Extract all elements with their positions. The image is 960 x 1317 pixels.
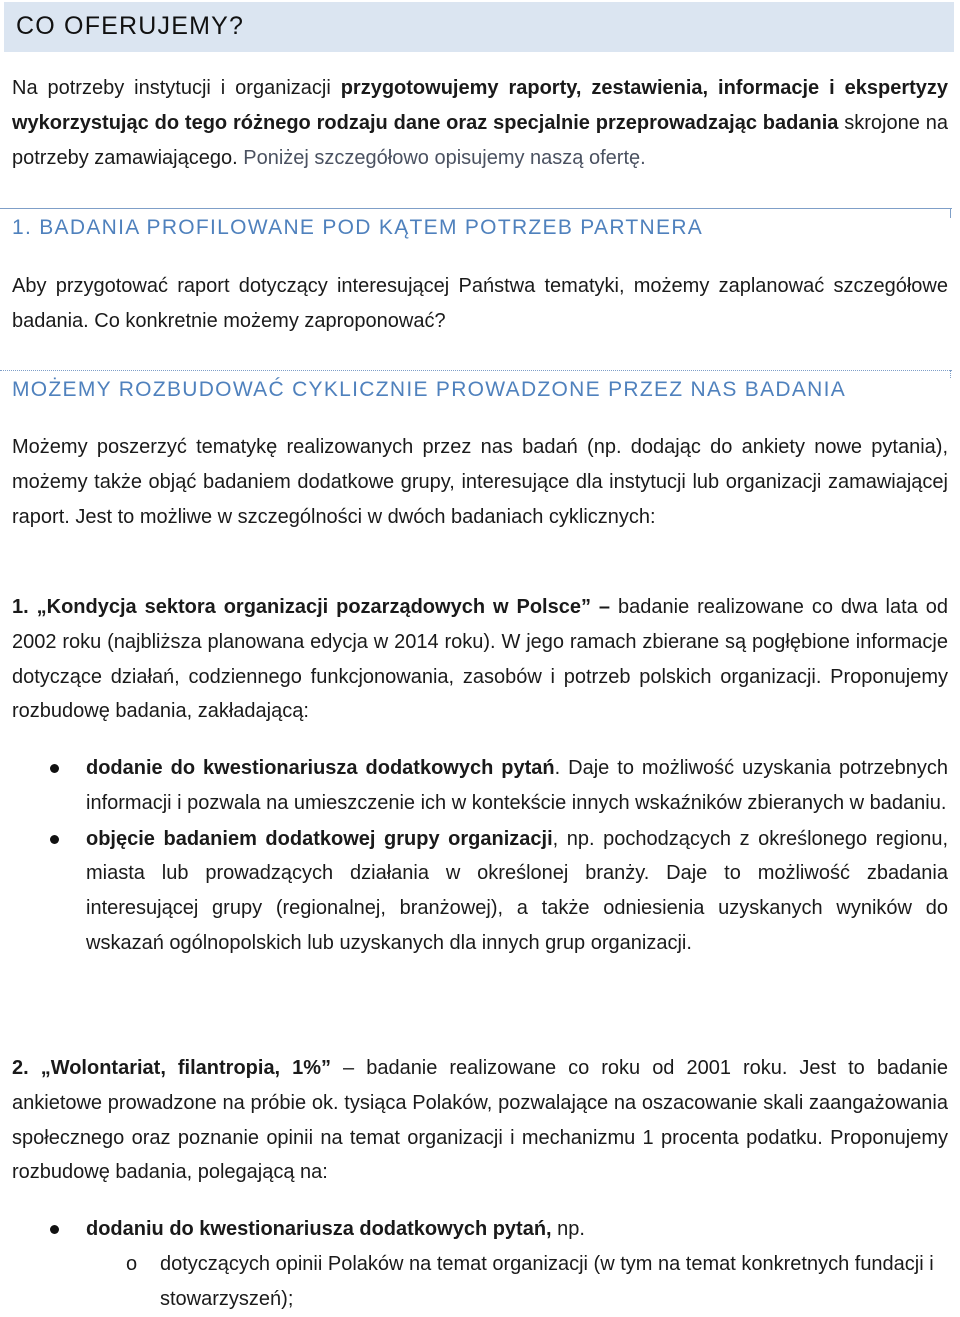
sub-item-text: dotyczących opinii Polaków na temat organizacji (w tym na temat konkretnych fundacji i stowarzyszeń); (160, 1253, 934, 1310)
section-rule-tick (950, 208, 951, 218)
bullet-text (86, 1212, 948, 1247)
bullet-bold: dodaniu do kwestionariusza dodatkowych pytań, (86, 1218, 552, 1240)
bullet-icon (50, 1225, 59, 1234)
subsection-paragraph: Możemy poszerzyć tematykę realizowanych przez nas badań (np. dodając do ankiety nowe pytania), możemy także objąć badaniem dodatkowe grupy, interesujące dla instytucji lub organizacji zamawiającej raport. Jest to możliwe w szczególności w dwóch badaniach cyklicznych: (12, 436, 948, 528)
bullet-icon (50, 835, 59, 844)
intro-rest: skrojone na potrzeby zamawiającego. (12, 111, 948, 169)
page-title: CO OFERUJEMY? (16, 12, 245, 40)
study-2-bullet-list (0, 1212, 960, 1247)
page-header (4, 2, 954, 52)
bullet-rest: , np. pochodzących z określonego regionu, miasta lub prowadzących działania w określonej branży. Daje to możliwość zbadania interesującej grupy (regionalnej, branżowej), a także odniesienia uzyskanych wyników do wskazań ogólnopolskich lub uzyskanych dla innych grup organizacji. (86, 827, 948, 954)
subsection-rule (0, 370, 952, 371)
study-1-text: badanie realizowane co dwa lata od 2002 roku (najbliższa planowana edycja w 2014 roku). W jego ramach zbierane są pogłębione informacje dotyczące działań, codziennego funkcjonowania, zasobów i potrzeb polskich organizacji. Proponujemy rozbudowę badania, zakładającą: (12, 596, 948, 723)
subsection-heading: MOŻEMY ROZBUDOWAĆ CYKLICZNIE PROWADZONE PRZEZ NAS BADANIA (12, 378, 847, 401)
intro-tail: Poniżej szczegółowo opisujemy naszą ofertę. (237, 146, 646, 169)
intro-lead: Na potrzeby instytucji i organizacji (12, 77, 341, 99)
list-item (0, 751, 960, 821)
study-1-bullet-list (0, 751, 960, 961)
bullet-bold: objęcie badaniem dodatkowej grupy organizacji (86, 827, 553, 850)
section-paragraph: Aby przygotować raport dotyczący interesującej Państwa tematyki, możemy zaplanować szczegółowe badania. Co konkretnie możemy zaproponować? (12, 275, 948, 332)
section-heading: 1. BADANIA PROFILOWANE POD KĄTEM POTRZEB PARTNERA (12, 216, 704, 239)
list-item (0, 1212, 960, 1247)
section-rule (0, 208, 952, 209)
bullet-text (86, 822, 948, 961)
study-1-paragraph (12, 590, 948, 729)
study-2-title: 2. „Wolontariat, filantropia, 1%” (12, 1057, 332, 1079)
bullet-rest: . Daje to możliwość uzyskania potrzebnych informacji i pozwala na umieszczenie ich w kontekście innych wskaźników zbieranych w badaniu. (86, 757, 949, 814)
study-2-text: – badanie realizowane co roku od 2001 roku. Jest to badanie ankietowe prowadzone na próbie ok. tysiąca Polaków, pozwalające na oszacowanie skali zaangażowania społecznego oraz poznanie opinii na temat organizacji i mechanizmu 1 procenta podatku. Proponujemy rozbudowę badania, polegającą na: (12, 1057, 948, 1184)
intro-paragraph (12, 71, 948, 175)
bullet-icon (50, 764, 59, 773)
sub-bullet-icon: o (126, 1253, 138, 1275)
list-item (0, 822, 960, 961)
subsection-rule-tick (950, 370, 951, 378)
bullet-bold: dodanie do kwestionariusza dodatkowych pytań (86, 757, 555, 779)
intro-bold: przygotowujemy raporty, zestawienia, informacje i ekspertyzy wykorzystując do tego różnego rodzaju dane oraz specjalnie przeprowadzając badania (12, 77, 949, 134)
study-2-paragraph (12, 1051, 948, 1190)
study-1-title: 1. „Kondycja sektora organizacji pozarządowych w Polsce” – (12, 596, 611, 618)
bullet-text (86, 751, 948, 821)
bullet-rest: np. (551, 1218, 585, 1240)
